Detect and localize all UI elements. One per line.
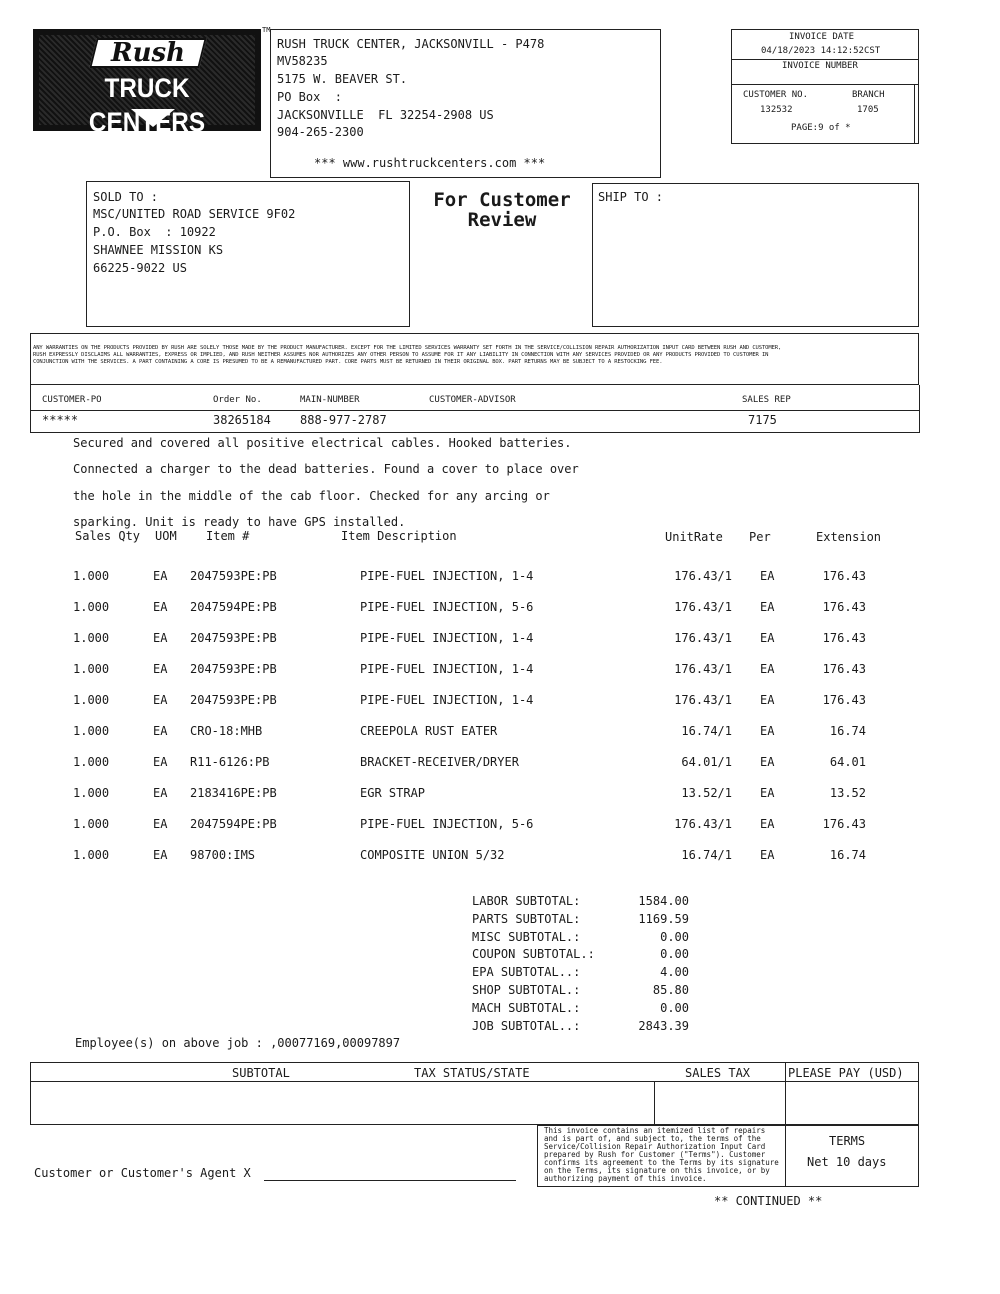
item-description: PIPE-FUEL INJECTION, 5-6: [360, 600, 534, 614]
main-number-value: 888-977-2787: [300, 413, 387, 427]
dealer-website: *** www.rushtruckcenters.com ***: [314, 156, 546, 170]
customer-agent-label: Customer or Customer's Agent X: [34, 1166, 251, 1180]
subtotal-label: EPA SUBTOTAL..:: [472, 965, 581, 980]
item-number: 2047594PE:PB: [190, 600, 277, 614]
item-per: EA: [760, 600, 775, 614]
col-uom: UOM: [155, 529, 177, 543]
col-sales-qty: Sales Qty: [75, 529, 141, 543]
item-per: EA: [760, 631, 775, 645]
legal-line2: and is part of, and subject to, the terms of the: [544, 1134, 761, 1143]
item-unit-rate: 64.01/1: [681, 755, 732, 769]
item-number: 2047594PE:PB: [190, 817, 277, 831]
item-description: PIPE-FUEL INJECTION, 1-4: [360, 631, 534, 645]
legal-line1: This invoice contains an itemized list of repairs: [544, 1126, 766, 1135]
item-extension: 176.43: [822, 600, 866, 614]
item-number: 2047593PE:PB: [190, 569, 277, 583]
item-uom: EA: [153, 662, 168, 676]
item-extension: 176.43: [822, 631, 866, 645]
item-qty: 1.000: [73, 724, 110, 738]
warranty-line3: CONJUNCTION WITH THE SERVICES. A PART CONTAINING A CORE IS PRESUMED TO BE A REMANUFACTURED PART. CORE PARTS MUST BE RETURNED IN THEIR ORIGINAL BOX. PART RETURNS MAY BE SUBJECT TO A RESTOCKING FEE.: [33, 359, 663, 365]
item-extension: 64.01: [829, 755, 866, 769]
legal-line5: confirms its agreement to the Terms by its signature: [544, 1158, 779, 1167]
sold-to-line3: SHAWNEE MISSION KS: [93, 243, 224, 257]
item-uom: EA: [153, 786, 168, 800]
item-per: EA: [760, 662, 775, 676]
item-unit-rate: 176.43/1: [674, 631, 732, 645]
item-uom: EA: [153, 755, 168, 769]
subtotal-value: 0.00: [660, 1000, 689, 1015]
dealer-name: RUSH TRUCK CENTER, JACKSONVILL - P478: [277, 37, 545, 51]
subtotal-value: 4.00: [660, 965, 689, 980]
footer-tax-status-label: TAX STATUS/STATE: [414, 1066, 530, 1080]
sold-to-line2: P.O. Box : 10922: [93, 225, 216, 239]
item-number: 2047593PE:PB: [190, 662, 277, 676]
subtotal-value: 1584.00: [638, 894, 689, 908]
logo-rush-text: Rush: [110, 38, 186, 68]
item-qty: 1.000: [73, 848, 110, 862]
legal-line7: authorizing payment of this invoice.: [544, 1174, 707, 1183]
footer-subtotal-label: SUBTOTAL: [232, 1066, 290, 1080]
item-per: EA: [760, 848, 775, 862]
item-number: R11-6126:PB: [190, 755, 270, 769]
for-customer-review-line2: Review: [467, 209, 537, 231]
subtotal-label: LABOR SUBTOTAL:: [472, 894, 581, 908]
trademark-mark: TM: [262, 26, 271, 34]
item-qty: 1.000: [73, 631, 110, 645]
item-unit-rate: 16.74/1: [681, 724, 732, 738]
subtotal-label: JOB SUBTOTAL..:: [472, 1018, 581, 1033]
dealer-po: PO Box :: [277, 90, 343, 104]
item-qty: 1.000: [73, 662, 110, 676]
terms-label: TERMS: [829, 1134, 866, 1148]
continued-marker: ** CONTINUED **: [714, 1194, 823, 1208]
customer-po-value: *****: [42, 413, 79, 427]
item-number: 2183416PE:PB: [190, 786, 277, 800]
customer-no-value: 132532: [760, 105, 793, 115]
sold-to-line4: 66225-9022 US: [93, 261, 187, 275]
branch-value: 1705: [857, 105, 879, 115]
item-extension: 176.43: [822, 693, 866, 707]
dealer-city: JACKSONVILLE FL 32254-2908 US: [277, 108, 494, 122]
item-uom: EA: [153, 569, 168, 583]
item-extension: 13.52: [829, 786, 866, 800]
item-unit-rate: 176.43/1: [674, 600, 732, 614]
item-description: CREEPOLA RUST EATER: [360, 724, 498, 738]
legal-line6: on the Terms, its signature on this invoice, or by: [544, 1166, 770, 1175]
warranty-line2: RUSH EXPRESSLY DISCLAIMS ALL WARRANTIES, EXPRESS OR IMPLIED, AND RUSH NEITHER ASSUMES NOR AUTHORIZES ANY OTHER PERSON TO ASSUME FOR IT ANY LIABILITY IN CONNECTION WITH ANY SERVICES PROVIDED OR ANY PRODUCTS PROVIDED TO CUSTOMER IN: [33, 352, 769, 358]
logo-arrow-icon: [131, 109, 175, 127]
item-description: PIPE-FUEL INJECTION, 1-4: [360, 662, 534, 676]
note-line3: the hole in the middle of the cab floor. Checked for any arcing or: [73, 489, 550, 503]
item-uom: EA: [153, 724, 168, 738]
item-number: 98700:IMS: [190, 848, 256, 862]
item-number: 2047593PE:PB: [190, 693, 277, 707]
terms-value: Net 10 days: [807, 1155, 887, 1169]
ship-to-box: [592, 183, 919, 327]
note-line1: Secured and covered all positive electrical cables. Hooked batteries.: [73, 436, 572, 450]
ship-to-label: SHIP TO :: [598, 190, 664, 204]
item-description: COMPOSITE UNION 5/32: [360, 848, 505, 862]
for-customer-review-line1: For Customer: [433, 189, 571, 211]
dealer-phone: 904-265-2300: [277, 125, 364, 139]
item-qty: 1.000: [73, 600, 110, 614]
subtotal-value: 85.80: [652, 983, 689, 997]
item-number: 2047593PE:PB: [190, 631, 277, 645]
rush-truck-centers-logo: [33, 29, 261, 137]
subtotal-label: MISC SUBTOTAL.:: [472, 929, 581, 944]
item-uom: EA: [153, 631, 168, 645]
item-uom: EA: [153, 817, 168, 831]
col-item-description: Item Description: [341, 529, 457, 543]
item-per: EA: [760, 724, 775, 738]
warranty-line1: ANY WARRANTIES ON THE PRODUCTS PROVIDED BY RUSH ARE SOLELY THOSE MADE BY THE PRODUCT MANUFACTURER. EXCEPT FOR THE LIMITED SERVICES WARRANTY SET FORTH IN THE SERVICE/COLLISION REPAIR AUTHORIZATION INPUT CARD BETWEEN RUSH AND CUSTOMER,: [33, 345, 782, 351]
item-unit-rate: 176.43/1: [674, 693, 732, 707]
order-no-value: 38265184: [213, 413, 271, 427]
item-qty: 1.000: [73, 755, 110, 769]
subtotal-value: 1169.59: [638, 911, 689, 926]
item-description: EGR STRAP: [360, 786, 426, 800]
item-per: EA: [760, 569, 775, 583]
page-indicator: PAGE:9 of *: [791, 123, 851, 133]
item-extension: 16.74: [829, 848, 866, 862]
order-no-label: Order No.: [213, 395, 262, 405]
customer-no-label: CUSTOMER NO.: [743, 90, 809, 100]
item-qty: 1.000: [73, 786, 110, 800]
sales-rep-value: 7175: [748, 413, 777, 427]
item-unit-rate: 13.52/1: [681, 786, 732, 800]
item-qty: 1.000: [73, 693, 110, 707]
customer-advisor-label: CUSTOMER-ADVISOR: [429, 395, 516, 405]
invoice-date-value: 04/18/2023 14:12:52CST: [761, 46, 881, 56]
item-per: EA: [760, 786, 775, 800]
subtotal-label: SHOP SUBTOTAL.:: [472, 983, 581, 997]
note-line4: sparking. Unit is ready to have GPS installed.: [73, 515, 406, 529]
invoice-number-label: INVOICE NUMBER: [782, 61, 858, 71]
note-line2: Connected a charger to the dead batteries. Found a cover to place over: [73, 462, 579, 476]
item-extension: 176.43: [822, 662, 866, 676]
item-uom: EA: [153, 600, 168, 614]
item-extension: 176.43: [822, 569, 866, 583]
item-qty: 1.000: [73, 817, 110, 831]
footer-sales-tax-label: SALES TAX: [685, 1066, 751, 1080]
main-number-label: MAIN-NUMBER: [300, 395, 360, 405]
item-uom: EA: [153, 848, 168, 862]
logo-truck-centers-text: TRUCK CENTERS: [88, 73, 206, 137]
legal-line3: Service/Collision Repair Authorization Input Card: [544, 1142, 766, 1151]
item-extension: 176.43: [822, 817, 866, 831]
item-unit-rate: 176.43/1: [674, 817, 732, 831]
footer-please-pay-label: PLEASE PAY (USD): [788, 1066, 904, 1080]
dealer-street: 5175 W. BEAVER ST.: [277, 72, 408, 86]
col-unit-rate: UnitRate: [665, 530, 723, 544]
col-per: Per: [749, 530, 771, 544]
sold-to-line1: MSC/UNITED ROAD SERVICE 9F02: [93, 207, 296, 221]
subtotal-label: MACH SUBTOTAL.:: [472, 1000, 581, 1015]
signature-line[interactable]: [264, 1180, 516, 1181]
item-number: CRO-18:MHB: [190, 724, 263, 738]
legal-line4: prepared by Rush for Customer ("Terms"). Customer: [544, 1150, 766, 1159]
branch-label: BRANCH: [852, 90, 885, 100]
subtotal-label: PARTS SUBTOTAL:: [472, 911, 581, 926]
item-description: BRACKET-RECEIVER/DRYER: [360, 755, 519, 769]
item-unit-rate: 16.74/1: [681, 848, 732, 862]
col-item-number: Item #: [206, 529, 250, 543]
item-extension: 16.74: [829, 724, 866, 738]
item-qty: 1.000: [73, 569, 110, 583]
subtotal-value: 2843.39: [638, 1018, 689, 1033]
subtotal-label: COUPON SUBTOTAL.:: [472, 947, 595, 962]
subtotal-value: 0.00: [660, 929, 689, 944]
item-description: PIPE-FUEL INJECTION, 1-4: [360, 569, 534, 583]
item-per: EA: [760, 693, 775, 707]
subtotal-value: 0.00: [660, 947, 689, 962]
item-per: EA: [760, 817, 775, 831]
item-uom: EA: [153, 693, 168, 707]
item-description: PIPE-FUEL INJECTION, 5-6: [360, 817, 534, 831]
item-per: EA: [760, 755, 775, 769]
item-unit-rate: 176.43/1: [674, 569, 732, 583]
employees-line: Employee(s) on above job : ,00077169,00097897: [75, 1036, 401, 1050]
dealer-mv: MV58235: [277, 54, 328, 68]
col-extension: Extension: [816, 530, 882, 544]
sold-to-label: SOLD TO :: [93, 190, 159, 204]
item-description: PIPE-FUEL INJECTION, 1-4: [360, 693, 534, 707]
customer-po-label: CUSTOMER-PO: [42, 395, 102, 405]
sales-rep-label: SALES REP: [742, 395, 791, 405]
item-unit-rate: 176.43/1: [674, 662, 732, 676]
invoice-date-label: INVOICE DATE: [789, 32, 855, 42]
